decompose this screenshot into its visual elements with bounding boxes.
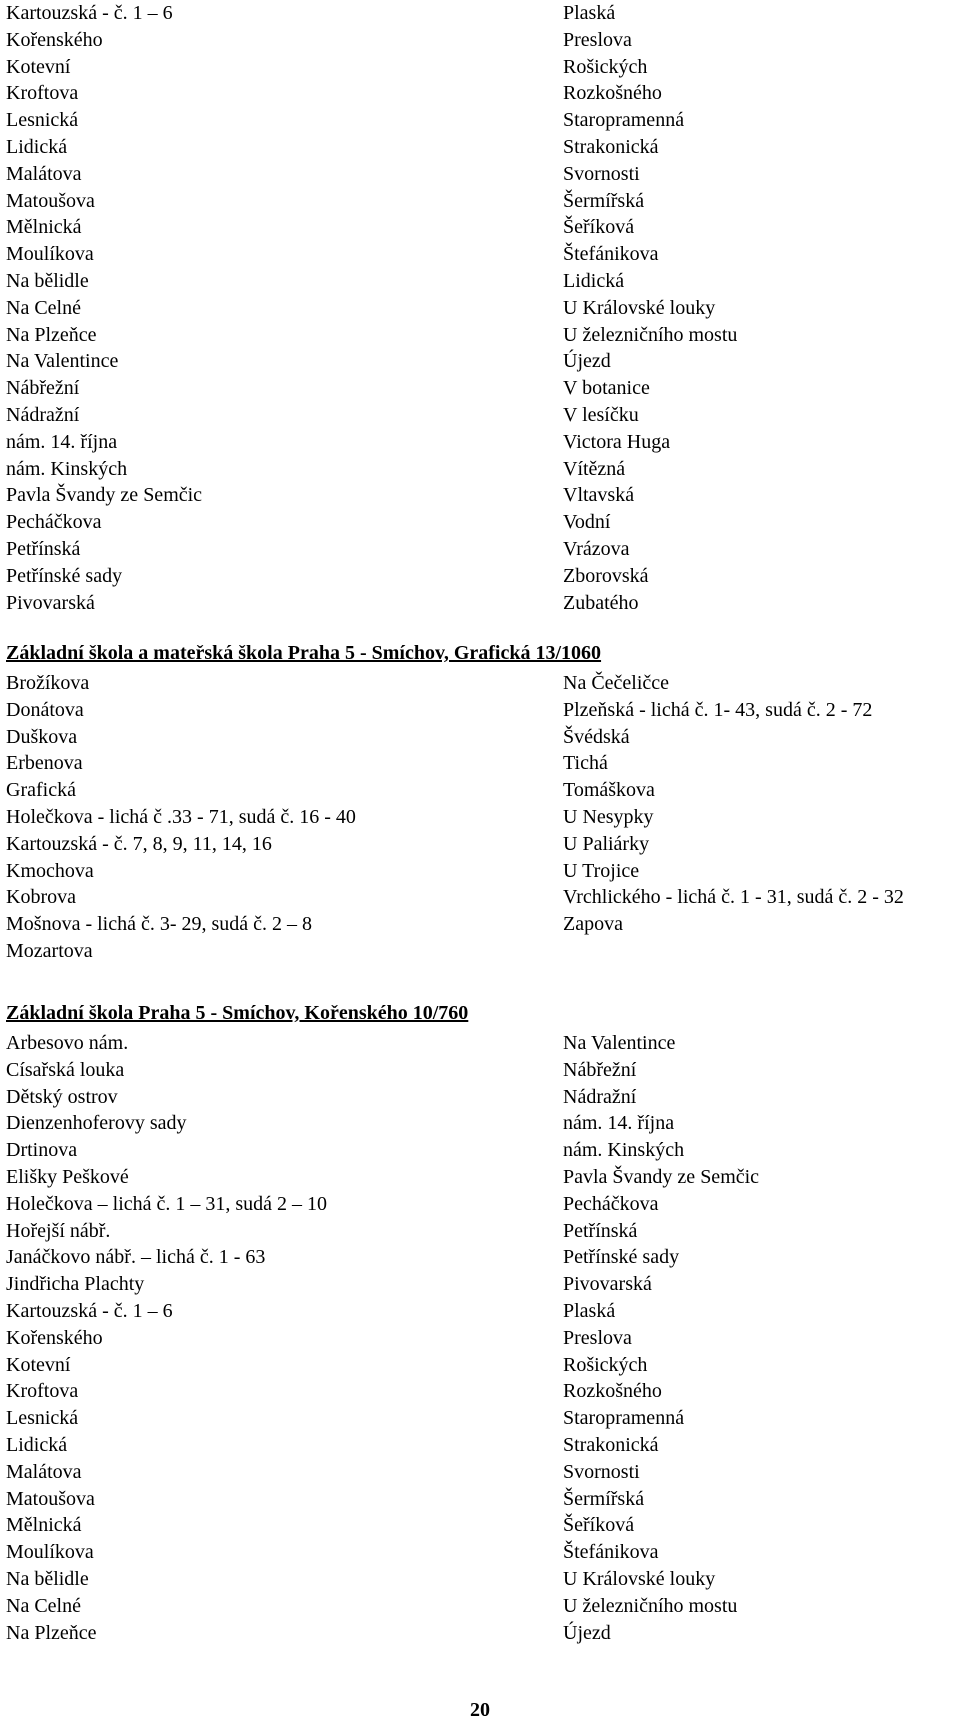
street-name: Holečkova – lichá č. 1 – 31, sudá 2 – 10 bbox=[6, 1192, 328, 1215]
street-name: Zborovská bbox=[563, 564, 649, 587]
street-name: Na Čečeličce bbox=[563, 672, 670, 694]
street-name: Na Valentince bbox=[563, 1032, 676, 1054]
street-name: Nábřežní bbox=[563, 1058, 637, 1081]
street-name: Matoušova bbox=[6, 189, 95, 212]
street-name: Victora Huga bbox=[563, 430, 671, 453]
street-name: Šermířská bbox=[563, 1487, 645, 1510]
street-name: Dienzenhoferovy sady bbox=[6, 1112, 187, 1135]
street-name: Malátova bbox=[6, 1460, 82, 1483]
street-name: Rošických bbox=[563, 55, 648, 78]
street-name: Svornosti bbox=[563, 162, 640, 185]
street-name: Pecháčkova bbox=[6, 511, 102, 534]
street-name: U Královské louky bbox=[563, 1567, 716, 1590]
street-name: Lesnická bbox=[6, 109, 79, 132]
street-name: Vítězná bbox=[563, 457, 626, 480]
street-name: Nádražní bbox=[563, 1085, 637, 1108]
street-name: Duškova bbox=[6, 725, 78, 748]
street-name: Šeříková bbox=[563, 216, 635, 239]
street-name: Holečkova - lichá č .33 - 71, sudá č. 16 - 40 bbox=[6, 805, 356, 828]
right-column bbox=[563, 1030, 759, 1646]
street-name: Strakonická bbox=[563, 1433, 659, 1456]
street-name: Moulíkova bbox=[6, 1541, 94, 1564]
street-name: Brožíkova bbox=[6, 672, 90, 694]
street-name: U Nesypky bbox=[563, 805, 654, 828]
street-name: V botanice bbox=[563, 377, 650, 400]
street-name: U Trojice bbox=[563, 859, 640, 882]
street-name: nám. Kinských bbox=[563, 1139, 685, 1162]
right-column bbox=[563, 0, 737, 616]
street-name: nám. Kinských bbox=[6, 457, 128, 480]
street-name: Nádražní bbox=[6, 403, 80, 426]
street-name: Kmochova bbox=[6, 859, 94, 882]
street-name: Kotevní bbox=[6, 1353, 71, 1376]
street-name: Kroftova bbox=[6, 82, 79, 105]
street-name: Zapova bbox=[563, 913, 623, 936]
street-name: Staropramenná bbox=[563, 109, 685, 132]
street-name: Lesnická bbox=[6, 1407, 79, 1430]
street-name: Dětský ostrov bbox=[6, 1085, 118, 1108]
street-name: Vodní bbox=[563, 511, 611, 534]
street-name: Kroftova bbox=[6, 1380, 79, 1403]
street-name: Vltavská bbox=[563, 484, 635, 507]
street-name: Petřínská bbox=[6, 537, 81, 560]
street-name: Petřínské sady bbox=[6, 564, 123, 587]
street-name: Strakonická bbox=[563, 135, 659, 158]
street-name: Hořejší nábř. bbox=[6, 1219, 111, 1242]
street-name: Švédská bbox=[563, 725, 630, 748]
street-name: Kartouzská - č. 1 – 6 bbox=[6, 1299, 173, 1322]
street-name: Újezd bbox=[563, 350, 611, 373]
street-name: Nábřežní bbox=[6, 377, 80, 400]
street-name: Janáčkovo nábř. – lichá č. 1 - 63 bbox=[6, 1246, 266, 1269]
street-name: Kartouzská - č. 7, 8, 9, 11, 14, 16 bbox=[6, 832, 272, 855]
street-name: Císařská louka bbox=[6, 1058, 125, 1081]
street-name: nám. 14. října bbox=[563, 1112, 675, 1135]
street-name: Jindřicha Plachty bbox=[6, 1273, 145, 1296]
street-name: nám. 14. října bbox=[6, 430, 118, 453]
street-list-continued bbox=[6, 0, 954, 616]
street-name: Petřínská bbox=[563, 1219, 638, 1242]
street-name: Moulíkova bbox=[6, 243, 94, 266]
street-name: Kartouzská - č. 1 – 6 bbox=[6, 2, 173, 24]
street-name: Vrázova bbox=[563, 537, 630, 560]
street-name: Na bělidle bbox=[6, 1567, 89, 1590]
street-name: Lidická bbox=[563, 269, 625, 292]
street-name: Rozkošného bbox=[563, 82, 662, 105]
street-name: Arbesovo nám. bbox=[6, 1032, 129, 1054]
street-name: Mozartova bbox=[6, 939, 93, 962]
street-name: Svornosti bbox=[563, 1460, 640, 1483]
street-name: Tomáškova bbox=[563, 779, 655, 802]
street-name: Na Plzeňce bbox=[6, 1621, 97, 1644]
street-name: Pivovarská bbox=[6, 591, 95, 614]
street-name: Na bělidle bbox=[6, 269, 89, 292]
street-name: Lidická bbox=[6, 1433, 68, 1456]
street-name: Tichá bbox=[563, 752, 608, 775]
street-name: Na Celné bbox=[6, 1594, 81, 1617]
school-section-graficka bbox=[6, 640, 954, 965]
street-name: Pavla Švandy ze Semčic bbox=[563, 1165, 760, 1188]
street-name: Staropramenná bbox=[563, 1407, 685, 1430]
street-name: Štefánikova bbox=[563, 1541, 659, 1564]
street-name: Pivovarská bbox=[563, 1273, 652, 1296]
street-name: Drtinova bbox=[6, 1139, 78, 1162]
street-name: Mošnova - lichá č. 3- 29, sudá č. 2 – 8 bbox=[6, 913, 313, 936]
street-name: Na Plzeňce bbox=[6, 323, 97, 346]
street-name: Elišky Peškové bbox=[6, 1165, 129, 1188]
street-name: Pavla Švandy ze Semčic bbox=[6, 484, 203, 507]
street-name: Preslova bbox=[563, 1326, 632, 1349]
street-name: Pecháčkova bbox=[563, 1192, 659, 1215]
school-section-korenskeho bbox=[6, 1000, 954, 1646]
street-name: U Paliárky bbox=[563, 832, 650, 855]
section-heading: Základní škola a mateřská škola Praha 5 - Smíchov, Grafická 13/1060 bbox=[6, 642, 602, 664]
street-name: Újezd bbox=[563, 1621, 611, 1644]
street-name: U železničního mostu bbox=[563, 323, 738, 346]
street-name: Mělnická bbox=[6, 216, 82, 239]
street-name: Kobrova bbox=[6, 886, 76, 909]
street-name: Plaská bbox=[563, 1299, 616, 1322]
street-name: U Královské louky bbox=[563, 296, 716, 319]
street-name: Kořenského bbox=[6, 1326, 103, 1349]
street-name: Vrchlického - lichá č. 1 - 31, sudá č. 2 - 32 bbox=[563, 886, 904, 909]
street-name: Matoušova bbox=[6, 1487, 95, 1510]
street-name: Kořenského bbox=[6, 28, 103, 51]
street-name: Malátova bbox=[6, 162, 82, 185]
street-name: Preslova bbox=[563, 28, 632, 51]
street-name: Šermířská bbox=[563, 189, 645, 212]
street-name: Erbenova bbox=[6, 752, 83, 775]
street-name: Petřínské sady bbox=[563, 1246, 680, 1269]
street-name: Lidická bbox=[6, 135, 68, 158]
street-name: Plaská bbox=[563, 2, 616, 24]
street-name: Na Celné bbox=[6, 296, 81, 319]
street-name: Zubatého bbox=[563, 591, 639, 614]
street-name: Plzeňská - lichá č. 1- 43, sudá č. 2 - 72 bbox=[563, 698, 873, 721]
left-column bbox=[6, 670, 563, 965]
street-name: Donátova bbox=[6, 698, 84, 721]
street-name: Kotevní bbox=[6, 55, 71, 78]
street-name: Rozkošného bbox=[563, 1380, 662, 1403]
left-column bbox=[6, 0, 563, 616]
street-name: Na Valentince bbox=[6, 350, 119, 373]
street-name: Štefánikova bbox=[563, 243, 659, 266]
street-name: Šeříková bbox=[563, 1514, 635, 1537]
page-number: 20 bbox=[470, 1699, 490, 1721]
street-name: V lesíčku bbox=[563, 403, 639, 426]
street-name: Mělnická bbox=[6, 1514, 82, 1537]
right-column bbox=[563, 670, 904, 965]
street-name: Rošických bbox=[563, 1353, 648, 1376]
left-column bbox=[6, 1030, 563, 1646]
section-heading: Základní škola Praha 5 - Smíchov, Kořenského 10/760 bbox=[6, 1002, 469, 1024]
street-name: U železničního mostu bbox=[563, 1594, 738, 1617]
street-name: Grafická bbox=[6, 779, 76, 802]
